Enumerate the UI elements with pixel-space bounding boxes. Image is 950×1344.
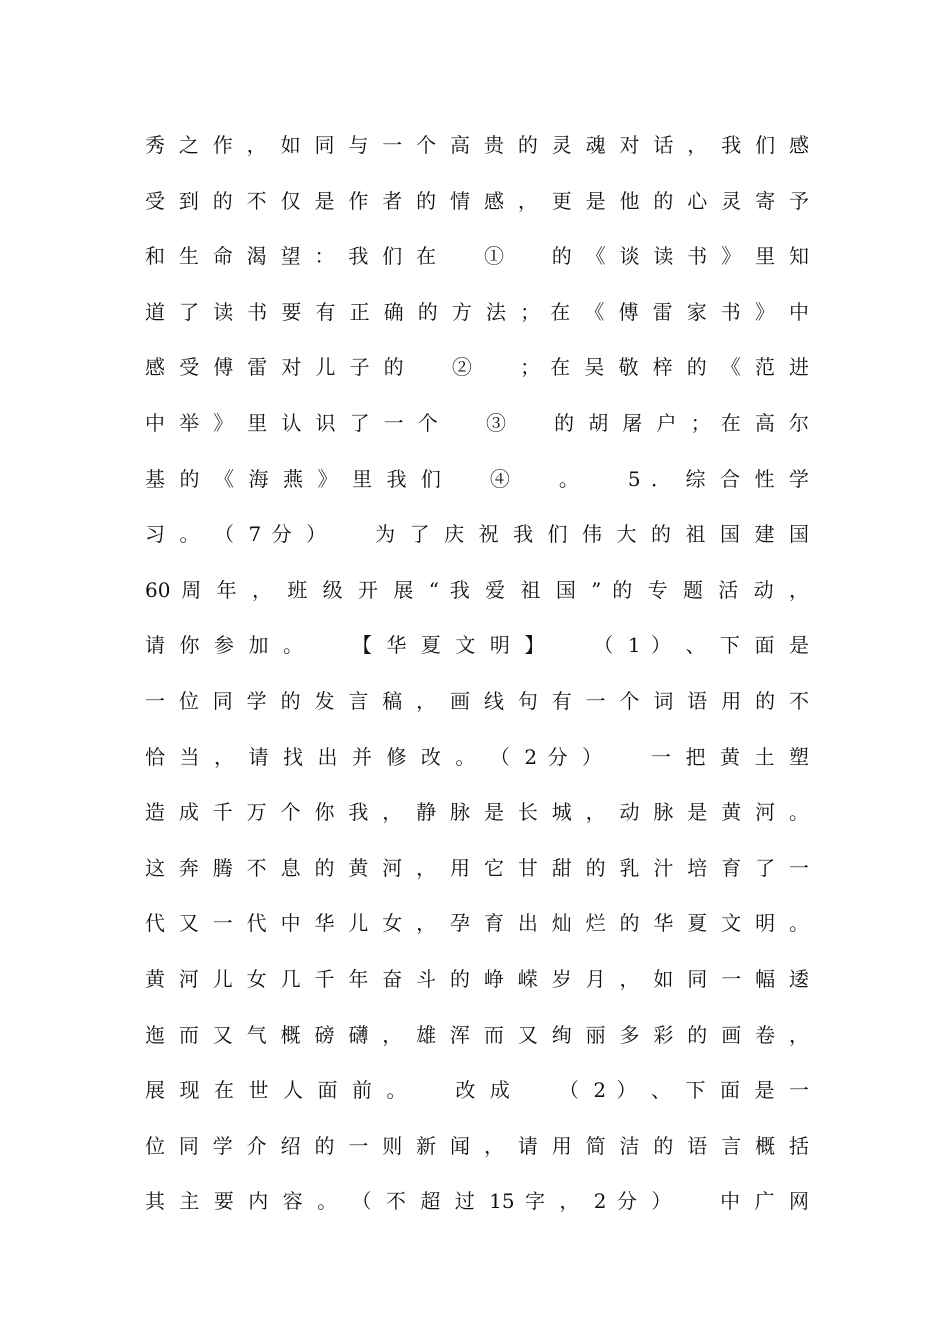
text-line: 60 周 年 ， 班 级 开 展 “ 我 爱 祖 国 ” 的 专 题 活 动 ， bbox=[145, 577, 809, 602]
text-line: 位 同 学 介 绍 的 一 则 新 闻 ， 请 用 简 洁 的 语 言 概 括 bbox=[145, 1133, 809, 1158]
text-line: 基 的 《 海 燕 》 里 我 们 ④ 。 5 ． 综 合 性 学 bbox=[145, 466, 809, 491]
text-line: 习 。 （ 7 分 ） 为 了 庆 祝 我 们 伟 大 的 祖 国 建 国 bbox=[145, 522, 809, 547]
text-line: 这 奔 腾 不 息 的 黄 河 ， 用 它 甘 甜 的 乳 汁 培 育 了 一 bbox=[145, 855, 809, 880]
text-line: 造 成 千 万 个 你 我 ， 静 脉 是 长 城 ， 动 脉 是 黄 河 。 bbox=[145, 800, 809, 825]
text-line: 感 受 傅 雷 对 儿 子 的 ② ； 在 吴 敬 梓 的 《 范 进 bbox=[145, 355, 809, 380]
text-line: 请 你 参 加 。 【 华 夏 文 明 】 （ 1 ） 、 下 面 是 bbox=[145, 633, 809, 658]
text-line: 迤 而 又 气 概 磅 礴 ， 雄 浑 而 又 绚 丽 多 彩 的 画 卷 ， bbox=[145, 1022, 809, 1047]
text-line: 其 主 要 内 容 。 （ 不 超 过 15 字 ， 2 分 ） 中 广 网 bbox=[145, 1189, 809, 1214]
text-line: 和 生 命 渴 望 ： 我 们 在 ① 的 《 谈 读 书 》 里 知 bbox=[145, 244, 809, 269]
body-text bbox=[145, 122, 809, 1234]
text-line: 一 位 同 学 的 发 言 稿 ， 画 线 句 有 一 个 词 语 用 的 不 bbox=[145, 688, 809, 713]
text-line: 道 了 读 书 要 有 正 确 的 方 法 ； 在 《 傅 雷 家 书 》 中 bbox=[145, 299, 809, 324]
text-line: 展 现 在 世 人 面 前 。 改 成 （ 2 ） 、 下 面 是 一 bbox=[145, 1078, 809, 1103]
text-line: 受 到 的 不 仅 是 作 者 的 情 感 ， 更 是 他 的 心 灵 寄 予 bbox=[145, 188, 809, 213]
text-line: 秀 之 作 ， 如 同 与 一 个 高 贵 的 灵 魂 对 话 ， 我 们 感 bbox=[145, 133, 809, 157]
text-line: 代 又 一 代 中 华 儿 女 ， 孕 育 出 灿 烂 的 华 夏 文 明 。 bbox=[145, 911, 809, 936]
text-line: 恰 当 ， 请 找 出 并 修 改 。 （ 2 分 ） 一 把 黄 土 塑 bbox=[145, 744, 809, 769]
text-line: 中 举 》 里 认 识 了 一 个 ③ 的 胡 屠 户 ； 在 高 尔 bbox=[145, 410, 809, 435]
text-line: 黄 河 儿 女 几 千 年 奋 斗 的 峥 嵘 岁 月 ， 如 同 一 幅 逶 bbox=[145, 966, 809, 991]
